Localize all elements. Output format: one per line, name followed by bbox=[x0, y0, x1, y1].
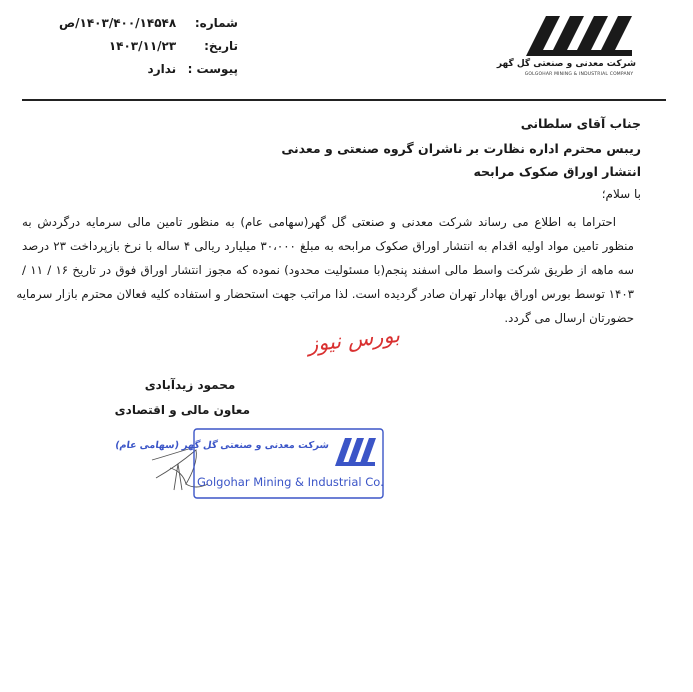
letter-meta bbox=[58, 12, 238, 81]
company-logo-icon bbox=[520, 10, 638, 58]
recipient-name: جناب آقای سلطانی bbox=[520, 116, 641, 131]
stamp-company-name-fa: شرکت معدنی و صنعتی گل گهر (سهامی عام) bbox=[114, 440, 330, 451]
letter-subject: انتشار اوراق صکوک مرابحه bbox=[473, 164, 641, 179]
logo-company-name-fa: شرکت معدنی و صنعتی گل گهر bbox=[496, 59, 636, 69]
letter-body bbox=[16, 210, 634, 330]
signatory-title: معاون مالی و اقتصادی bbox=[114, 403, 250, 417]
letter-number-row bbox=[58, 12, 238, 35]
letter-date-row bbox=[58, 35, 238, 58]
signatory-name: محمود زیدآبادی bbox=[144, 378, 236, 392]
body-line: منظور تامین مواد اولیه اقدام به انتشار اوراق صکوک مرابحه به مبلغ ۳۰،۰۰۰ میلیارد ریالی ۴ ساله با نرخ بازپرداخت ۲۳ درصد bbox=[22, 239, 634, 253]
letter-number-label: شماره: bbox=[194, 16, 238, 30]
logo-company-name-en: GOLGOHAR MINING & INDUSTRIAL COMPANY bbox=[524, 72, 634, 77]
greeting: با سلام؛ bbox=[601, 187, 641, 201]
company-logo bbox=[496, 10, 638, 80]
watermark-text: بورس نیوز bbox=[306, 322, 401, 357]
letter-attachment-row bbox=[58, 58, 238, 81]
body-line: حضورتان ارسال می گردد. bbox=[504, 311, 634, 325]
stamp-company-name-en: Golgohar Mining & Industrial Co. bbox=[197, 475, 384, 489]
letter-date-label: تاریخ: bbox=[204, 39, 238, 53]
header-divider bbox=[22, 99, 666, 101]
letter-attachment-label: پیوست : bbox=[187, 62, 238, 76]
body-line: ۱۴۰۳ توسط بورس اوراق بهادار تهران صادر گردیده است. لذا مراتب جهت استحضار و استفاده کلیه فعالان محترم بازار سرمایه bbox=[16, 287, 634, 301]
body-line: احتراما به اطلاع می رساند شرکت معدنی و صنعتی گل گهر(سهامی عام) به منظور تامین مالی سرمایه درگردش به bbox=[22, 215, 616, 229]
body-line: سه ماهه از طریق شرکت واسط مالی اسفند پنجم(با مسئولیت محدود) نموده که مجوز انتشار اوراق فوق در تاریخ ۱۶ / ۱۱ / bbox=[22, 263, 634, 277]
letter-date-value: ۱۴۰۳/۱۱/۲۳ bbox=[108, 39, 177, 53]
recipient-title: ریبس محترم اداره نظارت بر ناشران گروه صنعتی و معدنی bbox=[281, 141, 641, 156]
company-stamp bbox=[114, 428, 384, 499]
letter-number-value: ۱۴۰۳/۴۰۰/۱۴۵۴۸/ص bbox=[58, 16, 177, 30]
letter-attachment-value: ندارد bbox=[147, 62, 177, 76]
